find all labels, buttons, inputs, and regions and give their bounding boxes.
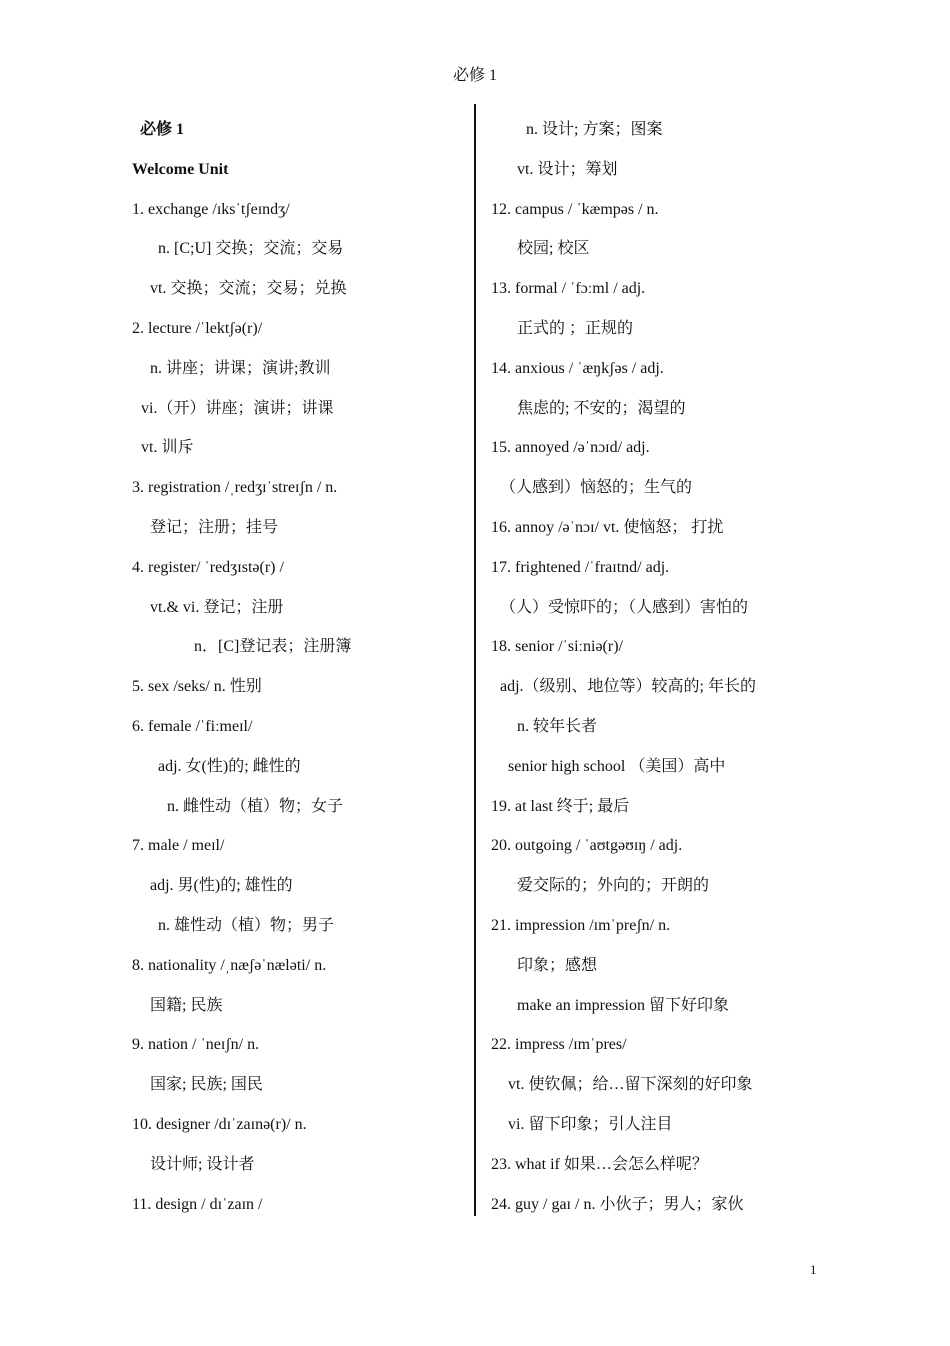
page-header: 必修 1 <box>452 67 497 84</box>
vocab-line: n. 雄性动（植）物；男子 <box>158 916 335 934</box>
vocab-line: 校园; 校区 <box>517 240 590 258</box>
vocab-line: vt. 交换；交流；交易；兑换 <box>150 280 347 298</box>
vocab-line: 8. nationality /ˌnæʃəˈnæləti/ n. <box>132 956 327 974</box>
vocab-line: 必修 1 <box>140 121 185 138</box>
vocab-line: make an impression 留下好印象 <box>517 996 729 1014</box>
vocab-line: n. 雌性动（植）物；女子 <box>167 797 344 815</box>
vocab-line: 16. annoy /əˈnɔɪ/ vt. 使恼怒； 打扰 <box>491 518 724 536</box>
vocab-line: 11. design / dɪˈzaɪn / <box>132 1195 263 1213</box>
vocab-line: 正式的 ；正规的 <box>517 319 634 337</box>
vocab-line: 20. outgoing / ˈaʊtgəʊɪŋ / adj. <box>491 837 683 855</box>
vocab-line: （人感到）恼怒的；生气的 <box>500 479 693 497</box>
vocab-line: n. [C;U] 交换；交流；交易 <box>158 240 344 258</box>
vocab-line: 15. annoyed /əˈnɔɪd/ adj. <box>491 439 650 457</box>
vocab-line: 4. register/ ˈredʒɪstə(r) / <box>132 558 284 576</box>
vocab-line: （人）受惊吓的；（人感到）害怕的 <box>500 598 749 616</box>
vocab-line: adj. 女(性)的; 雌性的 <box>158 757 301 775</box>
vocab-line: 18. senior /ˈsiːniə(r)/ <box>491 638 623 656</box>
vocab-line: 2. lecture /ˈlektʃə(r)/ <box>132 319 263 337</box>
vocab-line: adj. 男(性)的; 雄性的 <box>150 877 293 895</box>
vocab-line: 10. designer /dɪˈzaɪnə(r)/ n. <box>132 1115 307 1133</box>
vocab-line: vt. 设计；筹划 <box>517 160 618 178</box>
vocab-line: 5. sex /seks/ n. 性别 <box>132 678 262 696</box>
vocab-line: 13. formal / ˈfɔːml / adj. <box>491 280 646 298</box>
vocab-line: n．[C]登记表；注册簿 <box>194 638 352 656</box>
vocab-line: 焦虑的; 不安的；渴望的 <box>517 399 686 417</box>
page-number: 1 <box>810 1262 817 1277</box>
vocab-line: vt. 使钦佩；给…留下深刻的好印象 <box>508 1076 753 1094</box>
vocab-line: n. 设计; 方案；图案 <box>526 121 663 138</box>
vocab-line: 印象；感想 <box>517 956 598 974</box>
vocab-line: 23. what if 如果…会怎么样呢？ <box>491 1155 708 1173</box>
vocab-line: 6. female /ˈfiːmeɪl/ <box>132 717 253 735</box>
right-column <box>489 111 819 1225</box>
vocab-line: Welcome Unit <box>132 160 229 178</box>
left-column <box>130 111 460 1225</box>
vocab-line: 设计师; 设计者 <box>150 1155 255 1173</box>
vocab-line: 12. campus / ˈkæmpəs / n. <box>491 200 659 218</box>
vocab-line: vi. 留下印象；引人注目 <box>508 1115 673 1133</box>
vocab-line: vt.& vi. 登记；注册 <box>150 598 284 616</box>
vocab-line: 3. registration /ˌredʒɪˈstreɪʃn / n. <box>132 479 338 497</box>
vocab-line: vi.（开）讲座；演讲；讲课 <box>141 399 334 417</box>
vocab-line: 22. impress /ɪmˈpres/ <box>491 1036 627 1054</box>
vocab-line: n. 较年长者 <box>517 717 598 735</box>
vocab-line: 1. exchange /ɪksˈtʃeɪndʒ/ <box>132 200 290 218</box>
vocab-line: 21. impression /ɪmˈpreʃn/ n. <box>491 916 671 934</box>
column-divider <box>474 104 476 1216</box>
vocab-line: 7. male / meɪl/ <box>132 837 225 855</box>
vocab-line: 国家; 民族; 国民 <box>150 1076 263 1094</box>
vocab-line: 19. at last 终于; 最后 <box>491 797 630 815</box>
vocab-line: 爱交际的；外向的；开朗的 <box>517 877 710 895</box>
vocab-line: 国籍; 民族 <box>150 996 223 1014</box>
vocab-line: 17. frightened /ˈfraɪtnd/ adj. <box>491 558 670 576</box>
vocab-line: 登记；注册；挂号 <box>150 518 279 536</box>
vocab-line: 9. nation / ˈneɪʃn/ n. <box>132 1036 260 1054</box>
vocab-line: adj.（级别、地位等）较高的; 年长的 <box>500 678 756 696</box>
vocab-line: n. 讲座；讲课；演讲;教训 <box>150 359 331 377</box>
vocab-line: senior high school （美国）高中 <box>508 757 726 775</box>
vocab-line: 24. guy / gaɪ / n. 小伙子；男人；家伙 <box>491 1195 744 1213</box>
vocab-line: 14. anxious / ˈæŋkʃəs / adj. <box>491 359 664 377</box>
vocab-line: vt. 训斥 <box>141 439 194 457</box>
